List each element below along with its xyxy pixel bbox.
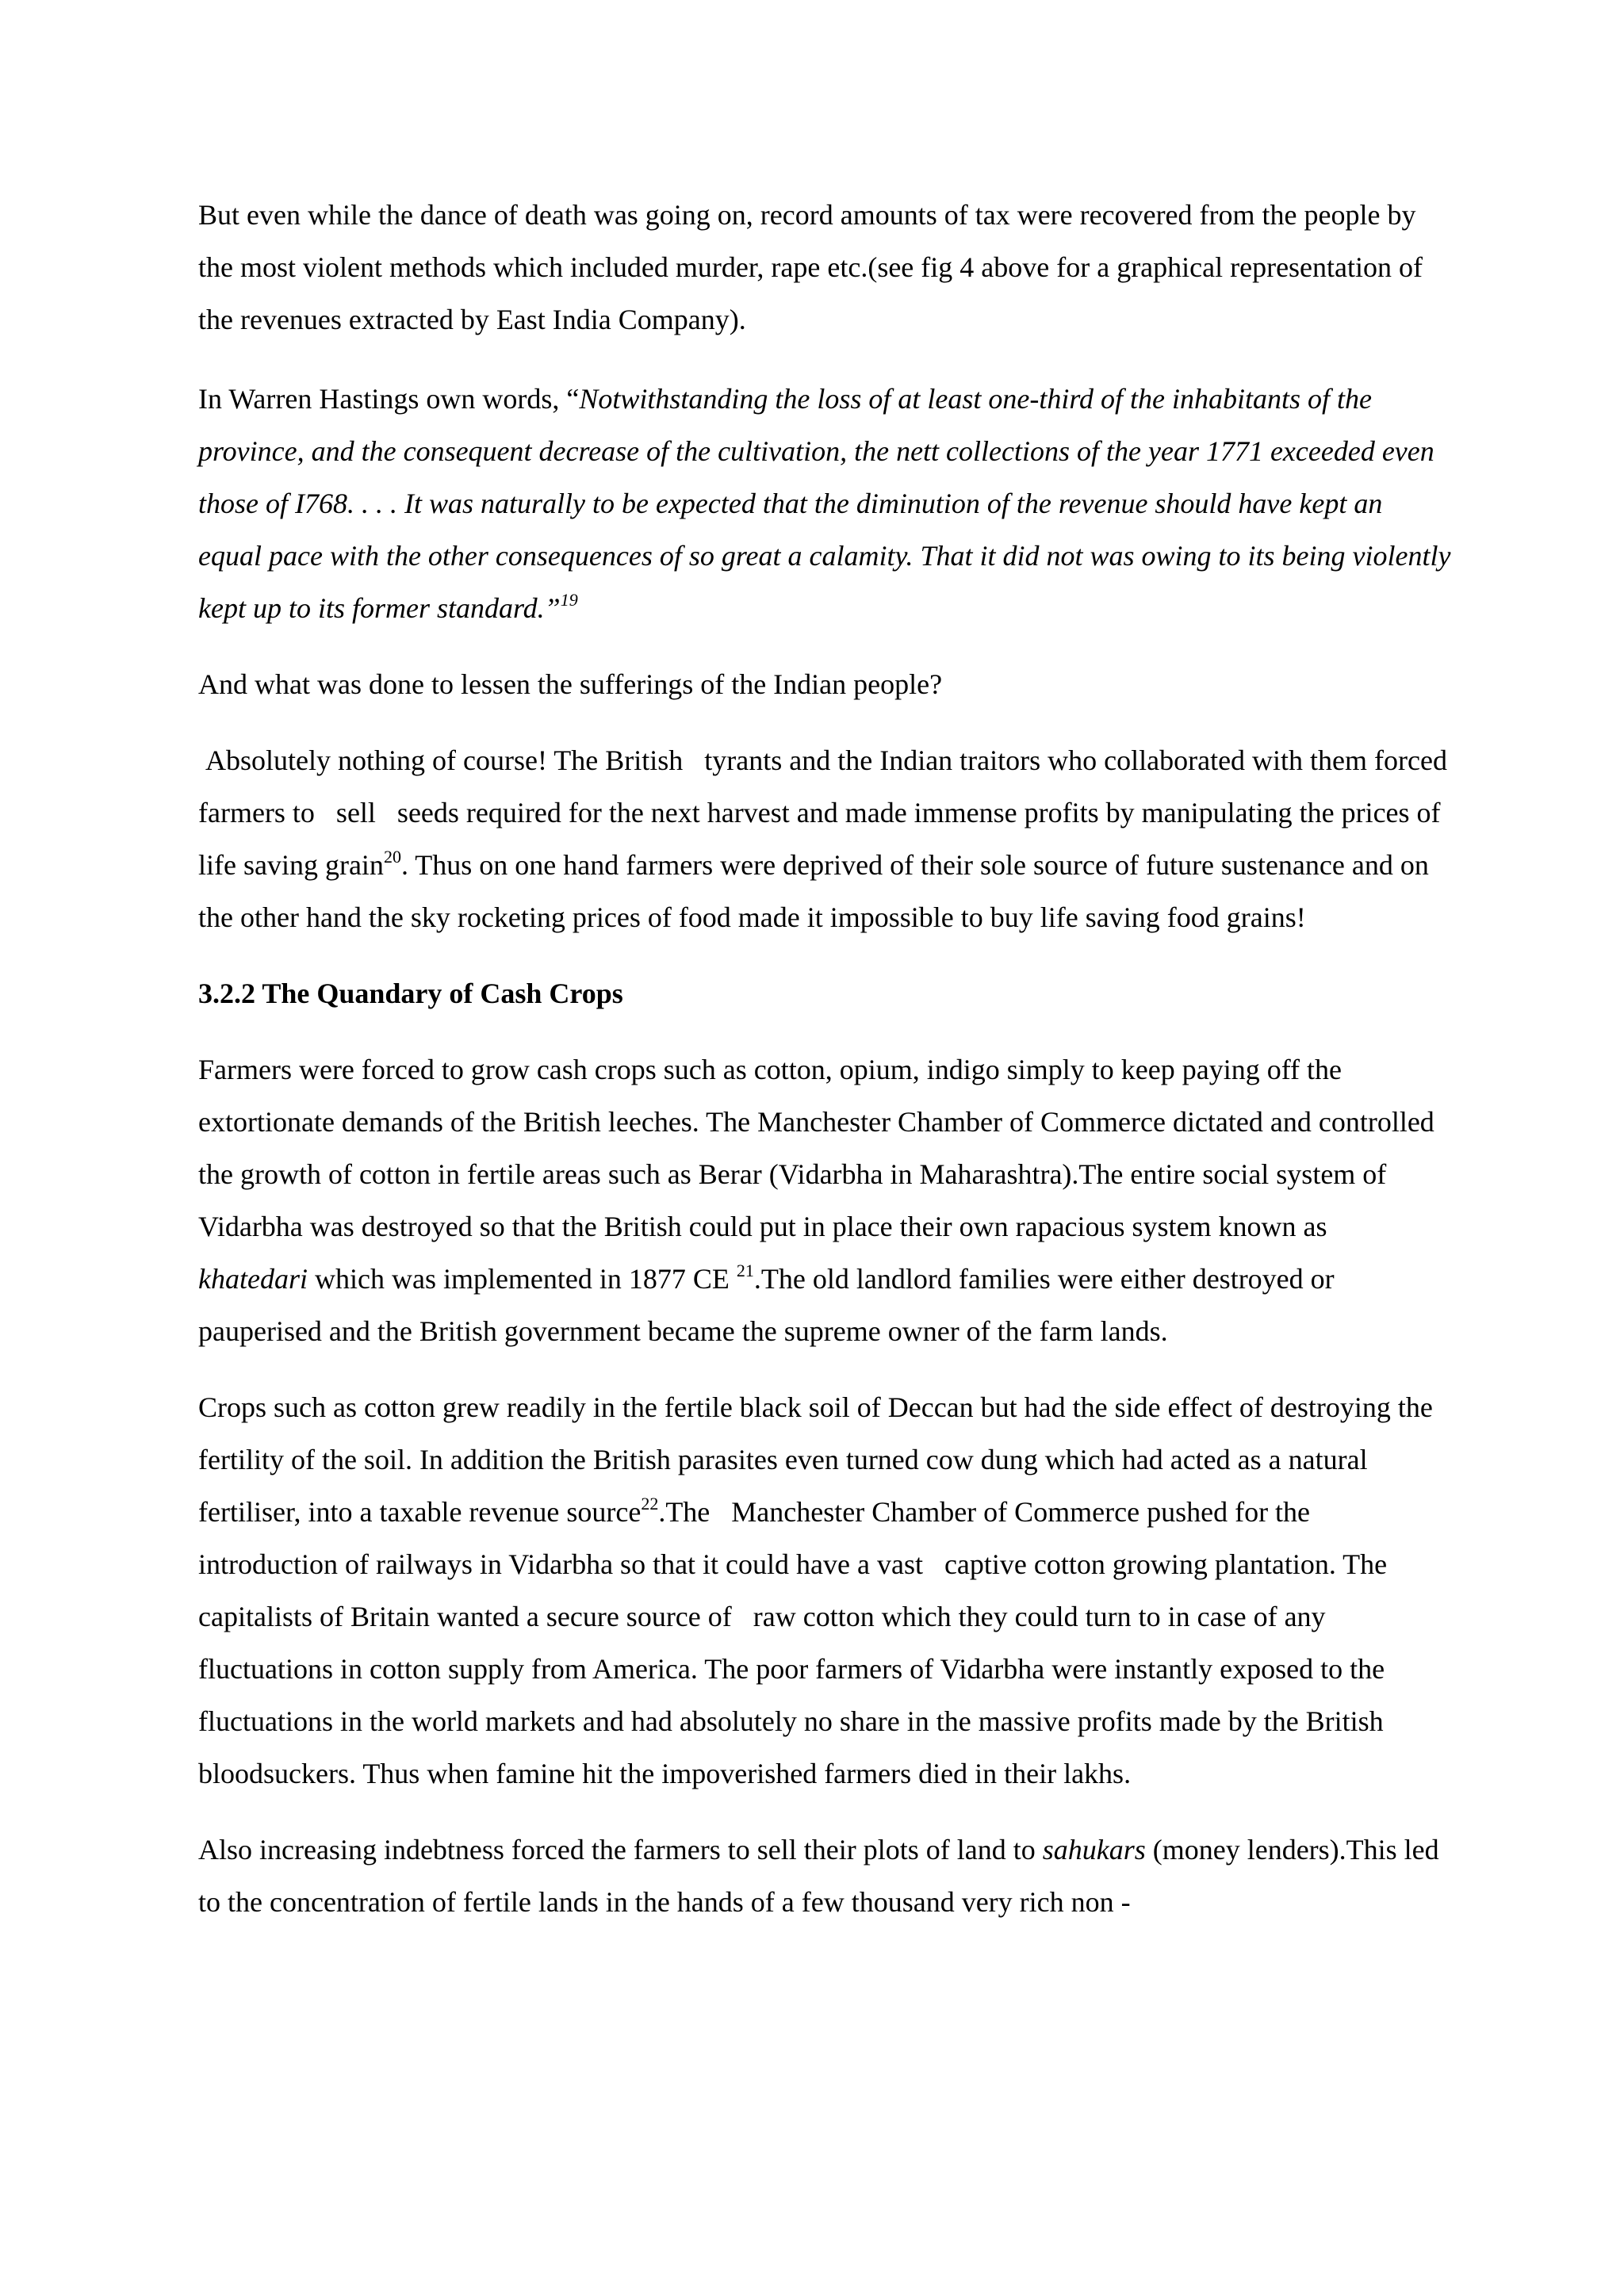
paragraph-text: .The old landlord families were either destroyed or pauperised and the British government became the supreme owner of the farm lands. <box>198 1263 1342 1347</box>
section-heading-text: 3.2.2 The Quandary of Cash Crops <box>198 978 623 1009</box>
paragraph-text: (money lenders).This led to the concentration of fertile lands in the hands of a few thousand very rich non - <box>198 1834 1439 1918</box>
footnote-ref-22: 22 <box>641 1494 659 1513</box>
paragraph-text: Farmers were forced to grow cash crops such as cotton, opium, indigo simply to keep paying off the extortionate demands of the British leeches. The Manchester Chamber of Commerce dictated and controlled the growth of cotton in fertile areas such as Berar (Vidarbha in Maharashtra).The entire social system of Vidarbha was destroyed so that the British could put in place their own rapacious system known as <box>198 1054 1442 1242</box>
paragraph-nothing-done <box>198 734 1454 943</box>
paragraph-text: . Thus on one hand farmers were deprived of their sole source of future sustenance and on the other hand the sky rocketing prices of food made it impossible to buy life saving food grains! <box>198 849 1436 933</box>
term-khatedari: khatedari <box>198 1263 308 1295</box>
hastings-quote: Notwithstanding the loss of at least one-third of the inhabitants of the province, and the consequent decrease of the cultivation, the nett collections of the year 1771 exceeded even those of I768. . . . It was naturally to be expected that the diminution of the revenue should have kept an equal pace with the other consequences of so great a calamity. That it did not was owing to its being violently kept up to its former standard.” <box>198 383 1451 624</box>
paragraph-text: Absolutely nothing of course! The British tyrants and the Indian traitors who collaborated with them forced farmers to sell seeds required for the next harvest and made immense profits by manipulating the prices of life saving grain <box>198 744 1454 881</box>
paragraph-tax-recovery <box>198 189 1451 346</box>
body-text <box>198 189 1454 1928</box>
paragraph-text: which was implemented in 1877 CE <box>307 1263 737 1295</box>
paragraph-question <box>198 658 1451 710</box>
paragraph-hastings-quote <box>198 373 1451 634</box>
footnote-ref-20: 20 <box>383 847 401 867</box>
paragraph-text: But even while the dance of death was going on, record amounts of tax were recovered from the people by the most violent methods which included murder, rape etc.(see fig 4 above for a graphical representation of the revenues extracted by East India Company). <box>198 199 1423 335</box>
footnote-ref-21: 21 <box>736 1261 754 1280</box>
paragraph-text: Crops such as cotton grew readily in the fertile black soil of Deccan but had the side effect of destroying the fertility of the soil. In addition the British parasites even turned cow dung which had acted as a natural fertiliser, into a taxable revenue source <box>198 1391 1440 1528</box>
paragraph-indebtedness <box>198 1823 1451 1928</box>
footnote-ref-19: 19 <box>560 590 578 610</box>
paragraph-text: Also increasing indebtness forced the farmers to sell their plots of land to <box>198 1834 1043 1866</box>
paragraph-text: And what was done to lessen the sufferings of the Indian people? <box>198 668 943 700</box>
term-sahukars: sahukars <box>1042 1834 1146 1866</box>
quote-lead: In Warren Hastings own words, “ <box>198 383 580 415</box>
paragraph-cotton-soil <box>198 1381 1451 1800</box>
paragraph-text: .The Manchester Chamber of Commerce pushed for the introduction of railways in Vidarbha so that it could have a vast captive cotton growing plantation. The capitalists of Britain wanted a secure source of raw cotton which they could turn to in case of any fluctuations in cotton supply from America. The poor farmers of Vidarbha were instantly exposed to the fluctuations in the world markets and had absolutely no share in the massive profits made by the British bloodsuckers. Thus when famine hit the impoverished farmers died in their lakhs. <box>198 1496 1395 1789</box>
section-heading <box>198 967 1451 1020</box>
paragraph-cash-crops <box>198 1043 1451 1357</box>
